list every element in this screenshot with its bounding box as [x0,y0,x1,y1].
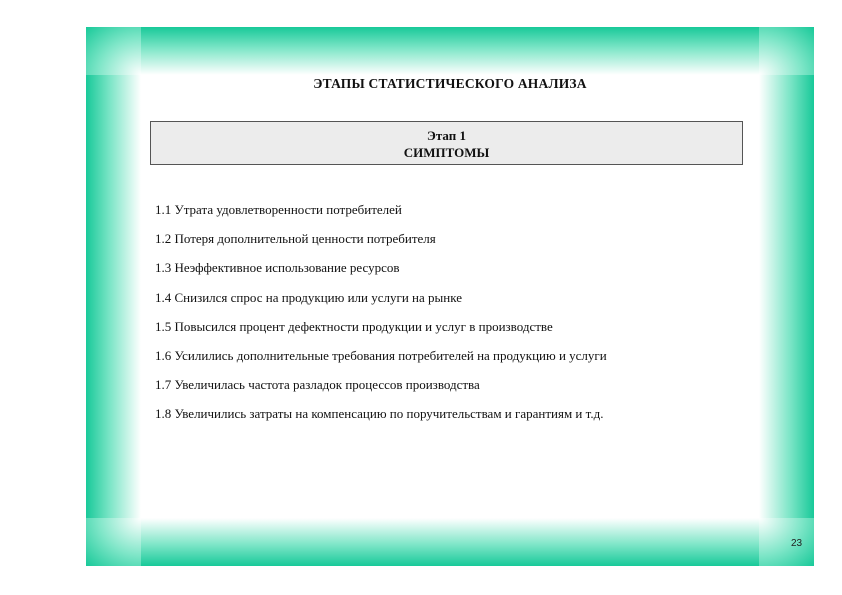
frame-band-left [86,75,141,518]
symptom-item: 1.8 Увеличились затраты на компенсацию по поручительствам и гарантиям и т.д. [155,406,604,422]
symptom-item: 1.7 Увеличилась частота разладок процессов производства [155,377,480,393]
stage-box [150,121,743,165]
symptom-item: 1.3 Неэффективное использование ресурсов [155,260,400,276]
frame-corner-top-right [759,27,814,75]
symptom-item: 1.2 Потеря дополнительной ценности потребителя [155,231,436,247]
stage-label: Этап 1 [427,128,466,143]
stage-name: СИМПТОМЫ [403,145,490,160]
frame-corner-bottom-left [86,518,141,566]
frame-corner-top-left [86,27,141,75]
frame-band-top [141,27,759,75]
slide-content [141,75,759,518]
page-number: 23 [791,538,803,549]
symptom-item: 1.1 Утрата удовлетворенности потребителей [155,202,402,217]
slide-title: ЭТАПЫ СТАТИСТИЧЕСКОГО АНАЛИЗА [313,76,587,91]
symptom-item: 1.5 Повысился процент дефектности продукции и услуг в производстве [155,318,553,334]
symptom-item: 1.4 Снизился спрос на продукцию или услуги на рынке [155,289,462,305]
frame-band-right [759,75,814,518]
symptom-item: 1.6 Усилились дополнительные требования потребителей на продукцию и услуги [155,347,607,363]
frame-corner-bottom-right [759,518,814,566]
frame-band-bottom [141,518,759,566]
symptom-list [155,202,607,436]
